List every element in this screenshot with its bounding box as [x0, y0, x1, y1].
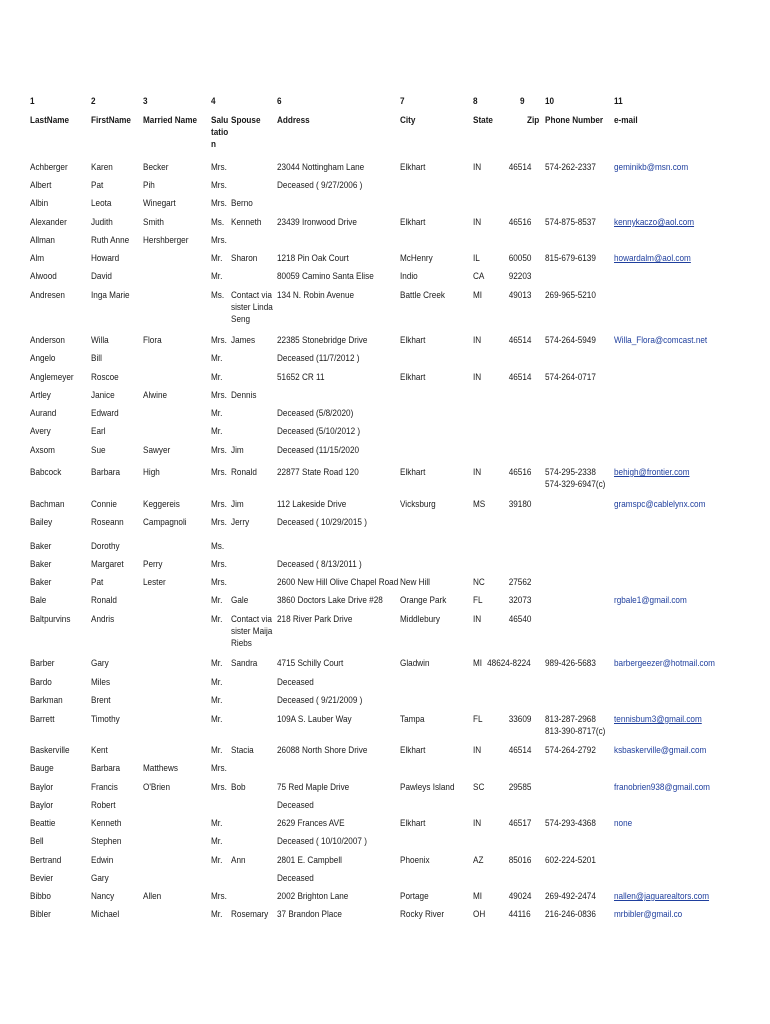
phone-number: 216-246-0836: [545, 909, 596, 920]
last-name: Alexander: [30, 217, 67, 228]
zip: 49013: [508, 290, 531, 301]
last-name: Bibbo: [30, 891, 51, 902]
state: SC: [473, 782, 485, 793]
first-name: Leota: [91, 198, 112, 209]
first-name: Nancy: [91, 891, 115, 902]
first-name: Pat: [91, 577, 104, 588]
first-name: Roseann: [91, 517, 124, 528]
salutation: Mr.: [211, 855, 223, 866]
married-name: Keggereis: [143, 499, 180, 510]
column-number: 8: [473, 96, 478, 107]
column-number: 10: [545, 96, 555, 107]
salutation: Ms.: [211, 290, 225, 301]
first-name: Ronald: [91, 595, 117, 606]
first-name: Roscoe: [91, 372, 119, 383]
last-name: Baker: [30, 577, 52, 588]
zip: 92203: [508, 271, 531, 282]
salutation: Mr.: [211, 836, 223, 847]
first-name: Sue: [91, 445, 106, 456]
married-name: Perry: [143, 559, 163, 570]
salutation: Mr.: [211, 658, 223, 669]
salutation: Mrs.: [211, 162, 227, 173]
state: IN: [473, 335, 482, 346]
last-name: Baltpurvins: [30, 614, 71, 625]
city: Phoenix: [400, 855, 430, 866]
state: MI: [473, 290, 483, 301]
first-name: Pat: [91, 180, 104, 191]
email-link[interactable]: none: [614, 818, 633, 829]
email-link[interactable]: barbergeezer@hotmail.com: [614, 658, 715, 669]
spouse: Sandra: [231, 658, 258, 669]
zip: 46516: [508, 217, 531, 228]
first-name: Earl: [91, 426, 106, 437]
column-number: 11: [614, 96, 623, 107]
first-name: Margaret: [91, 559, 124, 570]
phone-number-cell: 574-329-6947(c): [545, 479, 606, 490]
city: Indio: [400, 271, 418, 282]
column-number: 1: [30, 96, 35, 107]
last-name: Achberger: [30, 162, 68, 173]
last-name: Avery: [30, 426, 51, 437]
married-name: O'Brien: [143, 782, 170, 793]
email-link[interactable]: gramspc@cablelynx.com: [614, 499, 706, 510]
city: Vicksburg: [400, 499, 436, 510]
address: 51652 CR 11: [277, 372, 325, 383]
last-name: Alm: [30, 253, 45, 264]
first-name: Barbara: [91, 467, 121, 478]
married-name: Pih: [143, 180, 155, 191]
city: Elkhart: [400, 217, 426, 228]
last-name: Allman: [30, 235, 55, 246]
zip: 33609: [508, 714, 531, 725]
salutation: Mr.: [211, 595, 223, 606]
spouse: Contact via sister Linda Seng: [231, 290, 273, 325]
zip: 85016: [508, 855, 531, 866]
first-name: David: [91, 271, 112, 282]
zip: 46514: [508, 372, 531, 383]
column-header: Married Name: [143, 115, 198, 126]
column-number: 6: [277, 96, 282, 107]
first-name: Willa: [91, 335, 109, 346]
phone-number: 989-426-5683: [545, 658, 596, 669]
last-name: Andresen: [30, 290, 65, 301]
city: Middlebury: [400, 614, 440, 625]
married-name: Hershberger: [143, 235, 189, 246]
last-name: Baker: [30, 541, 52, 552]
spouse: James: [231, 335, 256, 346]
state: MI: [473, 891, 483, 902]
zip: 46516: [508, 467, 531, 478]
salutation: Mrs.: [211, 235, 227, 246]
state: IN: [473, 467, 482, 478]
zip: 29585: [508, 782, 531, 793]
last-name: Anglemeyer: [30, 372, 74, 383]
column-header: LastName: [30, 115, 70, 126]
last-name: Beattie: [30, 818, 56, 829]
city: Elkhart: [400, 372, 426, 383]
city: McHenry: [400, 253, 433, 264]
state: NC: [473, 577, 485, 588]
column-header: Address: [277, 115, 310, 126]
address: Deceased: [277, 873, 314, 884]
address: 23044 Nottingham Lane: [277, 162, 365, 173]
salutation: Mrs.: [211, 517, 227, 528]
zip: 46540: [508, 614, 531, 625]
salutation: Mr.: [211, 353, 223, 364]
zip: 49024: [508, 891, 531, 902]
address: Deceased: [277, 677, 314, 688]
last-name: Bevier: [30, 873, 54, 884]
last-name: Anderson: [30, 335, 65, 346]
spouse: Jim: [231, 499, 244, 510]
zip: 48624-8224: [487, 658, 531, 669]
address: 3860 Doctors Lake Drive #28: [277, 595, 383, 606]
email-link[interactable]: nallen@jaguarealtors.com: [614, 891, 710, 902]
first-name: Stephen: [91, 836, 122, 847]
spouse: Kenneth: [231, 217, 262, 228]
address: 80059 Camino Santa Elise: [277, 271, 374, 282]
first-name: Dorothy: [91, 541, 120, 552]
first-name: Kent: [91, 745, 108, 756]
zip: 46514: [508, 162, 531, 173]
spouse: Sharon: [231, 253, 258, 264]
last-name: Artley: [30, 390, 51, 401]
first-name: Timothy: [91, 714, 120, 725]
salutation: Mrs.: [211, 891, 227, 902]
married-name: Smith: [143, 217, 164, 228]
city: Portage: [400, 891, 429, 902]
address: 2629 Frances AVE: [277, 818, 345, 829]
first-name: Janice: [91, 390, 115, 401]
first-name: Andris: [91, 614, 115, 625]
phone-number-cell: 813-390-8717(c): [545, 726, 606, 737]
column-header: Phone Number: [545, 115, 604, 126]
married-name: Alwine: [143, 390, 168, 401]
spouse: Jim: [231, 445, 244, 456]
phone-number: 815-679-6139: [545, 253, 596, 264]
last-name: Barrett: [30, 714, 55, 725]
phone-number: 813-287-2968: [545, 714, 596, 725]
first-name: Inga Marie: [91, 290, 130, 301]
email-link[interactable]: kennykaczo@aol.com: [614, 217, 695, 228]
last-name: Angelo: [30, 353, 56, 364]
last-name: Barber: [30, 658, 55, 669]
last-name: Bale: [30, 595, 47, 606]
state: IN: [473, 217, 482, 228]
phone-number: 574-293-4368: [545, 818, 596, 829]
phone-number: 574-875-8537: [545, 217, 596, 228]
email-link[interactable]: geminikb@msn.com: [614, 162, 689, 173]
salutation: Ms.: [211, 541, 225, 552]
spouse: Gale: [231, 595, 249, 606]
salutation: Mr.: [211, 745, 223, 756]
city: Orange Park: [400, 595, 447, 606]
zip: 46517: [508, 818, 531, 829]
first-name: Brent: [91, 695, 111, 706]
salutation: Mrs.: [211, 467, 227, 478]
salutation: Mr.: [211, 695, 223, 706]
salutation: Ms.: [211, 217, 225, 228]
address: Deceased (11/15/2020: [277, 445, 360, 456]
phone-number: 574-295-2338: [545, 467, 596, 478]
spouse: Stacia: [231, 745, 254, 756]
married-name: Flora: [143, 335, 162, 346]
city: Gladwin: [400, 658, 430, 669]
spouse: Ronald: [231, 467, 257, 478]
address: Deceased (5/10/2012 ): [277, 426, 361, 437]
salutation: Mr.: [211, 677, 223, 688]
salutation: Mr.: [211, 426, 223, 437]
address: 218 River Park Drive: [277, 614, 353, 625]
phone-number: 602-224-5201: [545, 855, 596, 866]
phone-number: 574-264-2792: [545, 745, 596, 756]
married-name: Winegart: [143, 198, 176, 209]
column-header: Salutation: [211, 115, 229, 150]
address: 2801 E. Campbell: [277, 855, 342, 866]
address: Deceased (5/8/2020): [277, 408, 354, 419]
first-name: Robert: [91, 800, 116, 811]
first-name: Howard: [91, 253, 120, 264]
married-name: Allen: [143, 891, 162, 902]
column-number: 3: [143, 96, 148, 107]
zip: 46514: [508, 745, 531, 756]
last-name: Bertrand: [30, 855, 62, 866]
spouse: Contact via sister Maija Riebs: [231, 614, 273, 649]
state: IN: [473, 745, 482, 756]
married-name: Lester: [143, 577, 166, 588]
state: IN: [473, 818, 482, 829]
first-name: Michael: [91, 909, 120, 920]
married-name: High: [143, 467, 160, 478]
first-name: Francis: [91, 782, 118, 793]
last-name: Baylor: [30, 782, 54, 793]
zip: 39180: [508, 499, 531, 510]
first-name: Judith: [91, 217, 113, 228]
column-header: State: [473, 115, 493, 126]
last-name: Baskerville: [30, 745, 70, 756]
salutation: Mrs.: [211, 782, 227, 793]
last-name: Axsom: [30, 445, 55, 456]
first-name: Edwin: [91, 855, 114, 866]
last-name: Bachman: [30, 499, 65, 510]
last-name: Bell: [30, 836, 44, 847]
last-name: Bardo: [30, 677, 52, 688]
zip: 32073: [508, 595, 531, 606]
first-name: Karen: [91, 162, 113, 173]
salutation: Mr.: [211, 408, 223, 419]
spouse: Dennis: [231, 390, 257, 401]
spouse: Ann: [231, 855, 246, 866]
city: Elkhart: [400, 162, 426, 173]
address: 2002 Brighton Lane: [277, 891, 349, 902]
first-name: Edward: [91, 408, 119, 419]
state: FL: [473, 714, 483, 725]
city: Elkhart: [400, 745, 426, 756]
address: 22877 State Road 120: [277, 467, 359, 478]
salutation: Mr.: [211, 372, 223, 383]
last-name: Baker: [30, 559, 52, 570]
column-number: 9: [520, 96, 525, 107]
email-link[interactable]: howardalm@aol.com: [614, 253, 691, 264]
zip: 27562: [508, 577, 531, 588]
address: 1218 Pin Oak Court: [277, 253, 349, 264]
last-name: Alwood: [30, 271, 57, 282]
last-name: Bailey: [30, 517, 53, 528]
address: 37 Brandon Place: [277, 909, 342, 920]
email-link[interactable]: behigh@frontier.com: [614, 467, 690, 478]
last-name: Barkman: [30, 695, 63, 706]
address: Deceased (11/7/2012 ): [277, 353, 360, 364]
state: AZ: [473, 855, 484, 866]
state: CA: [473, 271, 485, 282]
salutation: Mr.: [211, 909, 223, 920]
phone-number: 269-492-2474: [545, 891, 596, 902]
first-name: Ruth Anne: [91, 235, 130, 246]
city: Elkhart: [400, 818, 426, 829]
state: IN: [473, 614, 482, 625]
salutation: Mrs.: [211, 499, 227, 510]
salutation: Mrs.: [211, 559, 227, 570]
state: OH: [473, 909, 486, 920]
address: 26088 North Shore Drive: [277, 745, 368, 756]
phone-number: 574-264-5949: [545, 335, 596, 346]
first-name: Connie: [91, 499, 117, 510]
first-name: Miles: [91, 677, 111, 688]
spouse: Jerry: [231, 517, 250, 528]
last-name: Albert: [30, 180, 52, 191]
last-name: Babcock: [30, 467, 62, 478]
last-name: Bibler: [30, 909, 51, 920]
state: IL: [473, 253, 480, 264]
last-name: Albin: [30, 198, 49, 209]
first-name: Gary: [91, 658, 109, 669]
column-header: FirstName: [91, 115, 131, 126]
salutation: Mr.: [211, 614, 223, 625]
city: Pawleys Island: [400, 782, 455, 793]
first-name: Gary: [91, 873, 109, 884]
address: 134 N. Robin Avenue: [277, 290, 355, 301]
email-link[interactable]: rgbale1@gmail.com: [614, 595, 687, 606]
state: MS: [473, 499, 486, 510]
column-number: 7: [400, 96, 405, 107]
address: 75 Red Maple Drive: [277, 782, 350, 793]
last-name: Baylor: [30, 800, 54, 811]
state: IN: [473, 372, 482, 383]
column-header: Zip: [527, 115, 540, 126]
salutation: Mr.: [211, 271, 223, 282]
state: MI: [473, 658, 483, 669]
zip: 46514: [508, 335, 531, 346]
spouse: Bob: [231, 782, 246, 793]
phone-number: 574-262-2337: [545, 162, 596, 173]
address: Deceased ( 9/27/2006 ): [277, 180, 363, 191]
salutation: Mr.: [211, 818, 223, 829]
address: Deceased ( 10/29/2015 ): [277, 517, 367, 528]
email-link[interactable]: ksbaskerville@gmail.com: [614, 745, 707, 756]
address: 23439 Ironwood Drive: [277, 217, 357, 228]
salutation: Mrs.: [211, 390, 227, 401]
city: Elkhart: [400, 335, 426, 346]
salutation: Mr.: [211, 714, 223, 725]
last-name: Bauge: [30, 763, 54, 774]
first-name: Kenneth: [91, 818, 122, 829]
married-name: Matthews: [143, 763, 178, 774]
column-number: 2: [91, 96, 96, 107]
first-name: Bill: [91, 353, 102, 364]
column-header: e-mail: [614, 115, 638, 126]
salutation: Mr.: [211, 253, 223, 264]
city: New Hill: [400, 577, 430, 588]
address: Deceased: [277, 800, 314, 811]
zip: 60050: [508, 253, 531, 264]
address: Deceased ( 10/10/2007 ): [277, 836, 367, 847]
address: Deceased ( 9/21/2009 ): [277, 695, 363, 706]
address: 22385 Stonebridge Drive: [277, 335, 368, 346]
address: Deceased ( 8/13/2011 ): [277, 559, 362, 570]
email-link[interactable]: franobrien938@gmail.com: [614, 782, 710, 793]
address: 4715 Schilly Court: [277, 658, 344, 669]
married-name: Becker: [143, 162, 169, 173]
email-link[interactable]: tennisbum3@gmail.com: [614, 714, 702, 725]
salutation: Mrs.: [211, 763, 227, 774]
column-header: City: [400, 115, 416, 126]
zip: 44116: [508, 909, 531, 920]
city: Tampa: [400, 714, 425, 725]
city: Battle Creek: [400, 290, 445, 301]
married-name: Sawyer: [143, 445, 171, 456]
first-name: Barbara: [91, 763, 121, 774]
spouse: Rosemary: [231, 909, 269, 920]
salutation: Mrs.: [211, 577, 227, 588]
email-link[interactable]: Willa_Flora@comcast.net: [614, 335, 708, 346]
salutation: Mrs.: [211, 180, 227, 191]
state: IN: [473, 162, 482, 173]
address: 112 Lakeside Drive: [277, 499, 347, 510]
spouse: Berno: [231, 198, 253, 209]
last-name: Aurand: [30, 408, 57, 419]
salutation: Mrs.: [211, 445, 227, 456]
column-number: 4: [211, 96, 216, 107]
salutation: Mrs.: [211, 198, 227, 209]
city: Rocky River: [400, 909, 445, 920]
email-link[interactable]: mrbibler@gmail.co: [614, 909, 683, 920]
phone-number: 574-264-0717: [545, 372, 596, 383]
address: 2600 New Hill Olive Chapel Road: [277, 577, 399, 588]
phone-number: 269-965-5210: [545, 290, 596, 301]
column-header: Spouse: [231, 115, 261, 126]
married-name: Campagnoli: [143, 517, 187, 528]
city: Elkhart: [400, 467, 426, 478]
address: 109A S. Lauber Way: [277, 714, 352, 725]
salutation: Mrs.: [211, 335, 227, 346]
state: FL: [473, 595, 483, 606]
